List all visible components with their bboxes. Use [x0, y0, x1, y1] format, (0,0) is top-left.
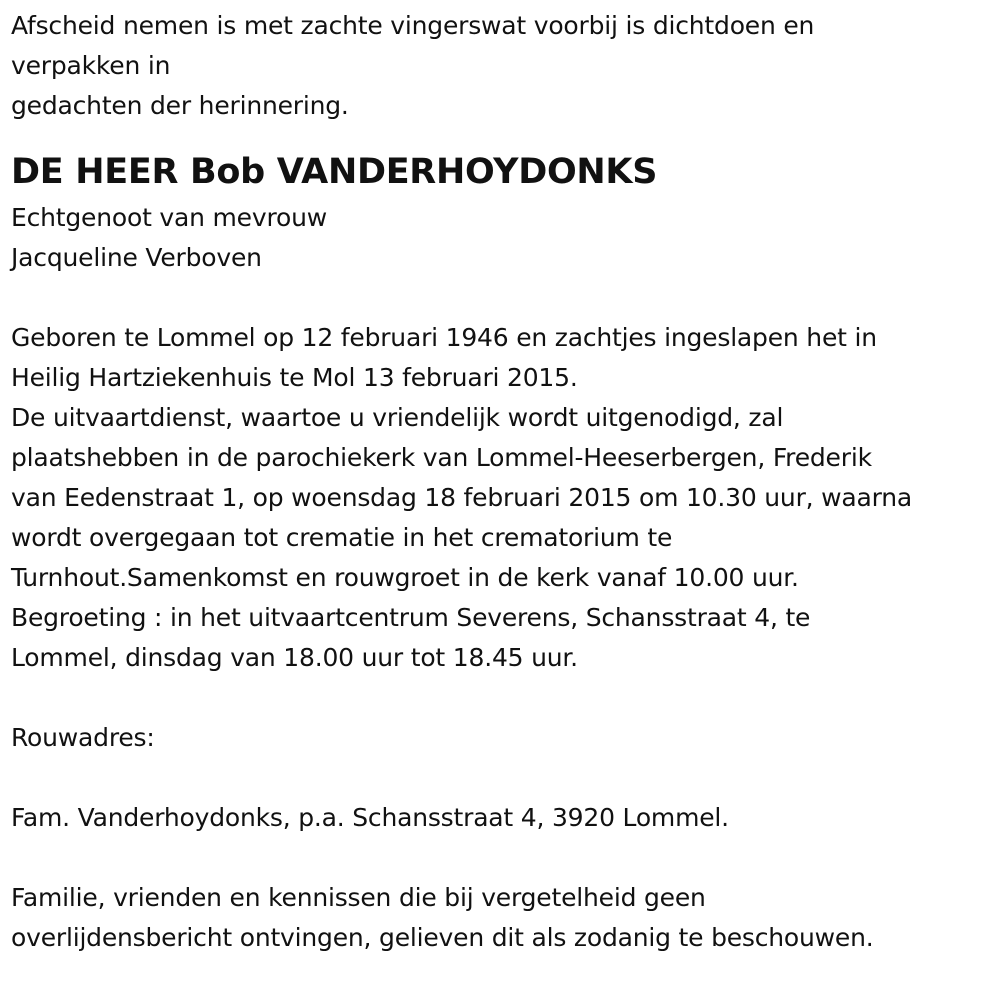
- body-line: Begroeting : in het uitvaartcentrum Severens, Schansstraat 4, te: [11, 603, 811, 632]
- intro-line: verpakken in: [11, 51, 171, 80]
- spacer: [11, 126, 986, 146]
- spacer: [11, 838, 986, 878]
- closing-note: [11, 878, 986, 958]
- intro-line: Afscheid nemen is met zachte vingerswat voorbij is dichtdoen en: [11, 11, 815, 40]
- deceased-name-title: DE HEER Bob VANDERHOYDONKS: [11, 152, 658, 192]
- spacer: [11, 278, 986, 318]
- body-line: De uitvaartdienst, waartoe u vriendelijk wordt uitgenodigd, zal: [11, 403, 784, 432]
- intro-verse: [11, 6, 986, 126]
- body-line: plaatshebben in de parochiekerk van Lommel-Heeserbergen, Frederik: [11, 443, 872, 472]
- spouse-line: Echtgenoot van mevrouw: [11, 203, 327, 232]
- spacer: [11, 758, 986, 798]
- mourning-address: Fam. Vanderhoydonks, p.a. Schansstraat 4, 3920 Lommel.: [11, 803, 729, 832]
- body-line: Turnhout.Samenkomst en rouwgroet in de kerk vanaf 10.00 uur.: [11, 563, 799, 592]
- spacer: [11, 678, 986, 718]
- address-label: Rouwadres:: [11, 723, 155, 752]
- spouse-info: [11, 198, 986, 278]
- body-line: Lommel, dinsdag van 18.00 uur tot 18.45 uur.: [11, 643, 578, 672]
- closing-line: overlijdensbericht ontvingen, gelieven dit als zodanig te beschouwen.: [11, 923, 874, 952]
- body-line: Heilig Hartziekenhuis te Mol 13 februari 2015.: [11, 363, 578, 392]
- announcement-body: [11, 318, 986, 678]
- body-line: wordt overgegaan tot crematie in het crematorium te: [11, 523, 673, 552]
- body-line: van Eedenstraat 1, op woensdag 18 februari 2015 om 10.30 uur, waarna: [11, 483, 913, 512]
- intro-line: gedachten der herinnering.: [11, 91, 349, 120]
- closing-line: Familie, vrienden en kennissen die bij vergetelheid geen: [11, 883, 706, 912]
- spouse-line: Jacqueline Verboven: [11, 243, 262, 272]
- obituary-notice: [11, 6, 986, 958]
- body-line: Geboren te Lommel op 12 februari 1946 en zachtjes ingeslapen het in: [11, 323, 877, 352]
